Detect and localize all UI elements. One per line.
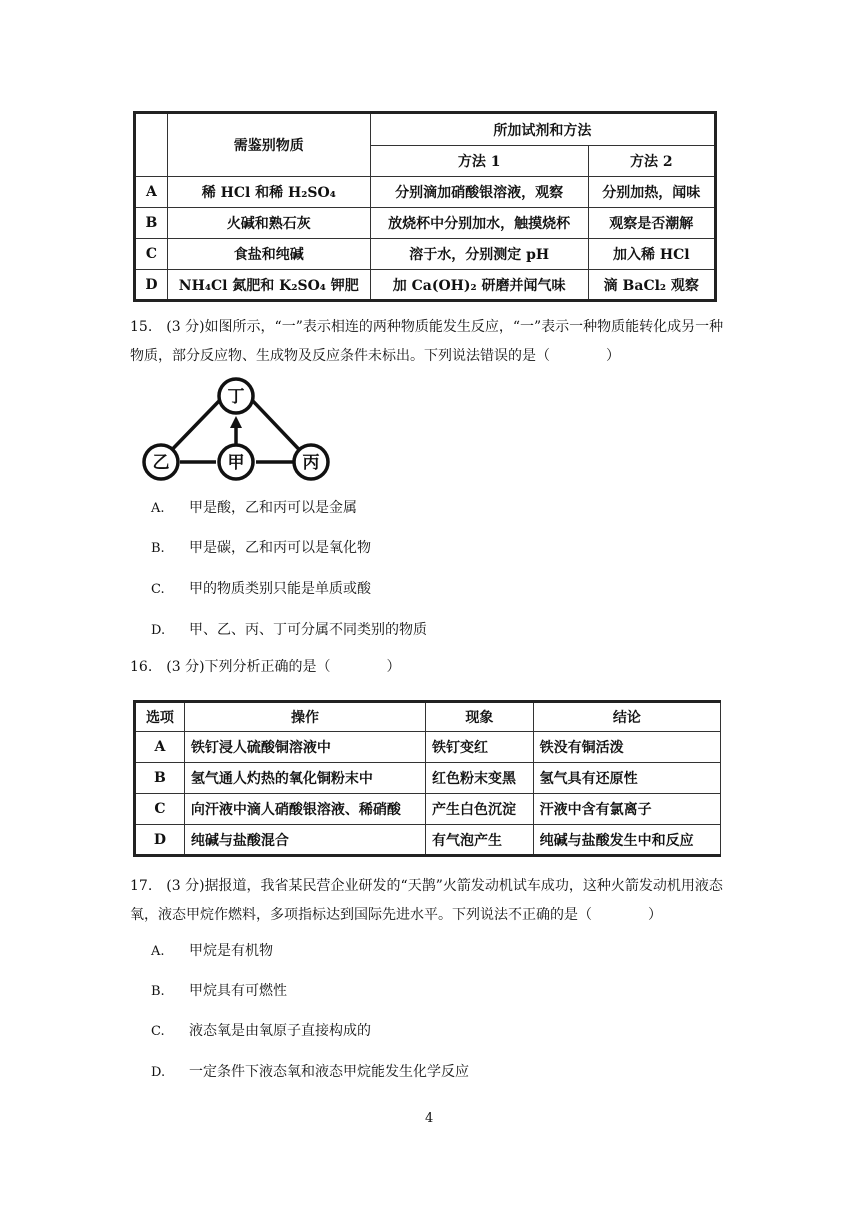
identification-table [133,111,717,302]
row-substance: 食盐和纯碱 [167,239,370,270]
node-bing-label: 丙 [302,453,320,473]
row-method1: 溶于水，分别测定 pH [370,239,588,270]
page-number: 4 [425,1111,434,1126]
row-method2: 滴 BaCl₂ 观察 [588,270,715,301]
option-c [151,1020,371,1040]
option-label: C. [151,1024,165,1039]
header-conclusion: 结论 [533,702,720,732]
option-d [151,1061,469,1081]
row-operation: 纯碱与盐酸混合 [184,825,425,856]
option-label: C. [151,582,165,597]
table-row [135,825,721,856]
node-jia-label: 甲 [227,453,245,473]
option-text: 甲、乙、丙、丁可分属不同类别的物质 [189,622,427,638]
table-row [135,763,721,794]
row-phenomenon: 有气泡产生 [426,825,534,856]
option-text: 甲烷具有可燃性 [189,983,287,999]
row-method2: 分别加热，闻味 [588,177,715,208]
option-label: D. [151,1065,166,1080]
row-label: D [135,825,185,856]
header-method1: 方法 1 [370,146,588,177]
question-17-stem: 17. (3 分)据报道，我省某民营企业研发的“天鹊”火箭发动机试车成功，这种火箭发动机用液态氧，液态甲烷作燃料，多项指标达到国际先进水平。下列说法不正确的是（ ） [130,878,723,923]
option-text: 液态氧是由氧原子直接构成的 [189,1023,371,1039]
row-method2: 观察是否潮解 [588,208,715,239]
header-substance: 需鉴别物质 [167,113,370,177]
row-label: A [135,177,168,208]
row-phenomenon: 铁钉变红 [426,732,534,763]
option-text: 甲是碳，乙和丙可以是氧化物 [189,540,371,556]
node-ding-label: 丁 [227,387,245,407]
row-conclusion: 纯碱与盐酸发生中和反应 [533,825,720,856]
row-label: C [135,794,185,825]
table-row [135,794,721,825]
option-text: 甲是酸，乙和丙可以是金属 [189,500,357,516]
row-phenomenon: 产生白色沉淀 [426,794,534,825]
arrow-head [230,416,242,428]
row-operation: 氢气通人灼热的氧化铜粉末中 [184,763,425,794]
row-label: A [135,732,185,763]
row-method2: 加入稀 HCl [588,239,715,270]
option-a [151,497,357,517]
row-conclusion: 汗液中含有氯离子 [533,794,720,825]
row-method1: 加 Ca(OH)₂ 研磨并闻气味 [370,270,588,301]
row-label: D [135,270,168,301]
row-conclusion: 氢气具有还原性 [533,763,720,794]
row-operation: 向汗液中滴人硝酸银溶液、稀硝酸 [184,794,425,825]
row-label: B [135,208,168,239]
row-substance: 稀 HCl 和稀 H₂SO₄ [167,177,370,208]
row-method1: 分别滴加硝酸银溶液，观察 [370,177,588,208]
analysis-table [133,700,721,857]
row-conclusion: 铁没有铜活泼 [533,732,720,763]
option-c [151,578,371,598]
question-16-stem: 16. (3 分)下列分析正确的是（ ） [130,659,401,675]
header-reagent: 所加试剂和方法 [370,113,715,146]
option-b [151,980,287,1000]
header-phenomenon: 现象 [426,702,534,732]
table-corner-cell [135,113,168,177]
row-label: B [135,763,185,794]
header-operation: 操作 [184,702,425,732]
table-row [135,208,716,239]
row-substance: NH₄Cl 氮肥和 K₂SO₄ 钾肥 [167,270,370,301]
option-d [151,619,427,639]
option-label: A. [151,501,165,516]
option-label: B. [151,984,165,999]
reaction-diagram [140,376,330,482]
table-row [135,239,716,270]
header-option: 选项 [135,702,185,732]
table-row [135,177,716,208]
option-a [151,940,273,960]
option-b [151,537,371,557]
option-label: A. [151,944,165,959]
row-substance: 火碱和熟石灰 [167,208,370,239]
node-yi-label: 乙 [152,453,170,473]
question-15-stem: 15. (3 分)如图所示，“一”表示相连的两种物质能发生反应，“一”表示一种物质能转化成另一种物质，部分反应物、生成物及反应条件未标出。下列说法错误的是（ ） [130,319,724,364]
row-label: C [135,239,168,270]
row-phenomenon: 红色粉末变黑 [426,763,534,794]
row-operation: 铁钉浸人硫酸铜溶液中 [184,732,425,763]
option-label: D. [151,623,166,638]
option-label: B. [151,541,165,556]
header-method2: 方法 2 [588,146,715,177]
table-row [135,732,721,763]
option-text: 甲烷是有机物 [189,943,273,959]
row-method1: 放烧杯中分别加水，触摸烧杯 [370,208,588,239]
option-text: 甲的物质类别只能是单质或酸 [189,581,371,597]
option-text: 一定条件下液态氧和液态甲烷能发生化学反应 [189,1064,469,1080]
table-row [135,270,716,301]
